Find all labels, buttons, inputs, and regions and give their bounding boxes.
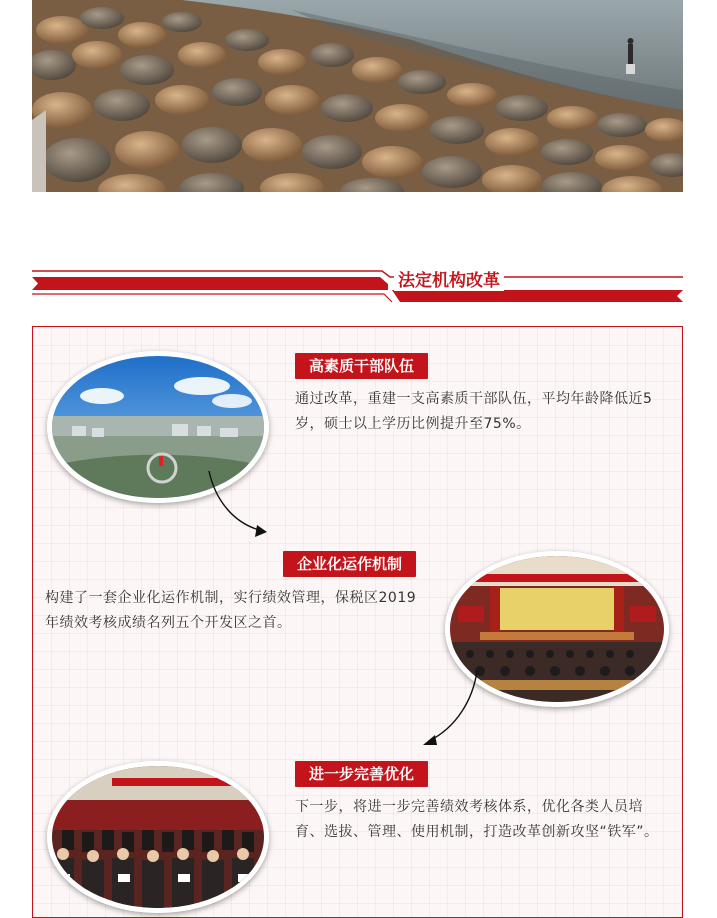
meeting-audience-photo [47,761,269,913]
item-2-badge: 企业化运作机制 [283,551,416,577]
content-panel [32,326,683,918]
curved-arrow-icon-2 [417,669,487,749]
item-2-text: 构建了一套企业化运作机制，实行绩效管理，保税区2019年绩效考核成绩名列五个开发区之首。 [45,590,417,631]
item-3-badge: 进一步完善优化 [295,761,428,787]
curved-arrow-icon [203,469,283,539]
section-header [32,260,683,304]
item-1-text: 通过改革，重建一支高素质干部队伍，平均年龄降低近5岁，硕士以上学历比例提升至75%。 [295,391,653,432]
meeting-audience-illustration [52,766,264,908]
section-title: 法定机构改革 [394,266,504,291]
beach-rocks-photo [32,0,683,192]
beach-rocks-illustration [32,0,683,192]
item-1-badge: 高素质干部队伍 [295,353,428,379]
header-ribbon-graphic [32,260,683,304]
item-3-text: 下一步，将进一步完善绩效考核体系，优化各类人员培育、选拔、管理、使用机制，打造改革创新攻坚“铁军”。 [295,799,659,840]
